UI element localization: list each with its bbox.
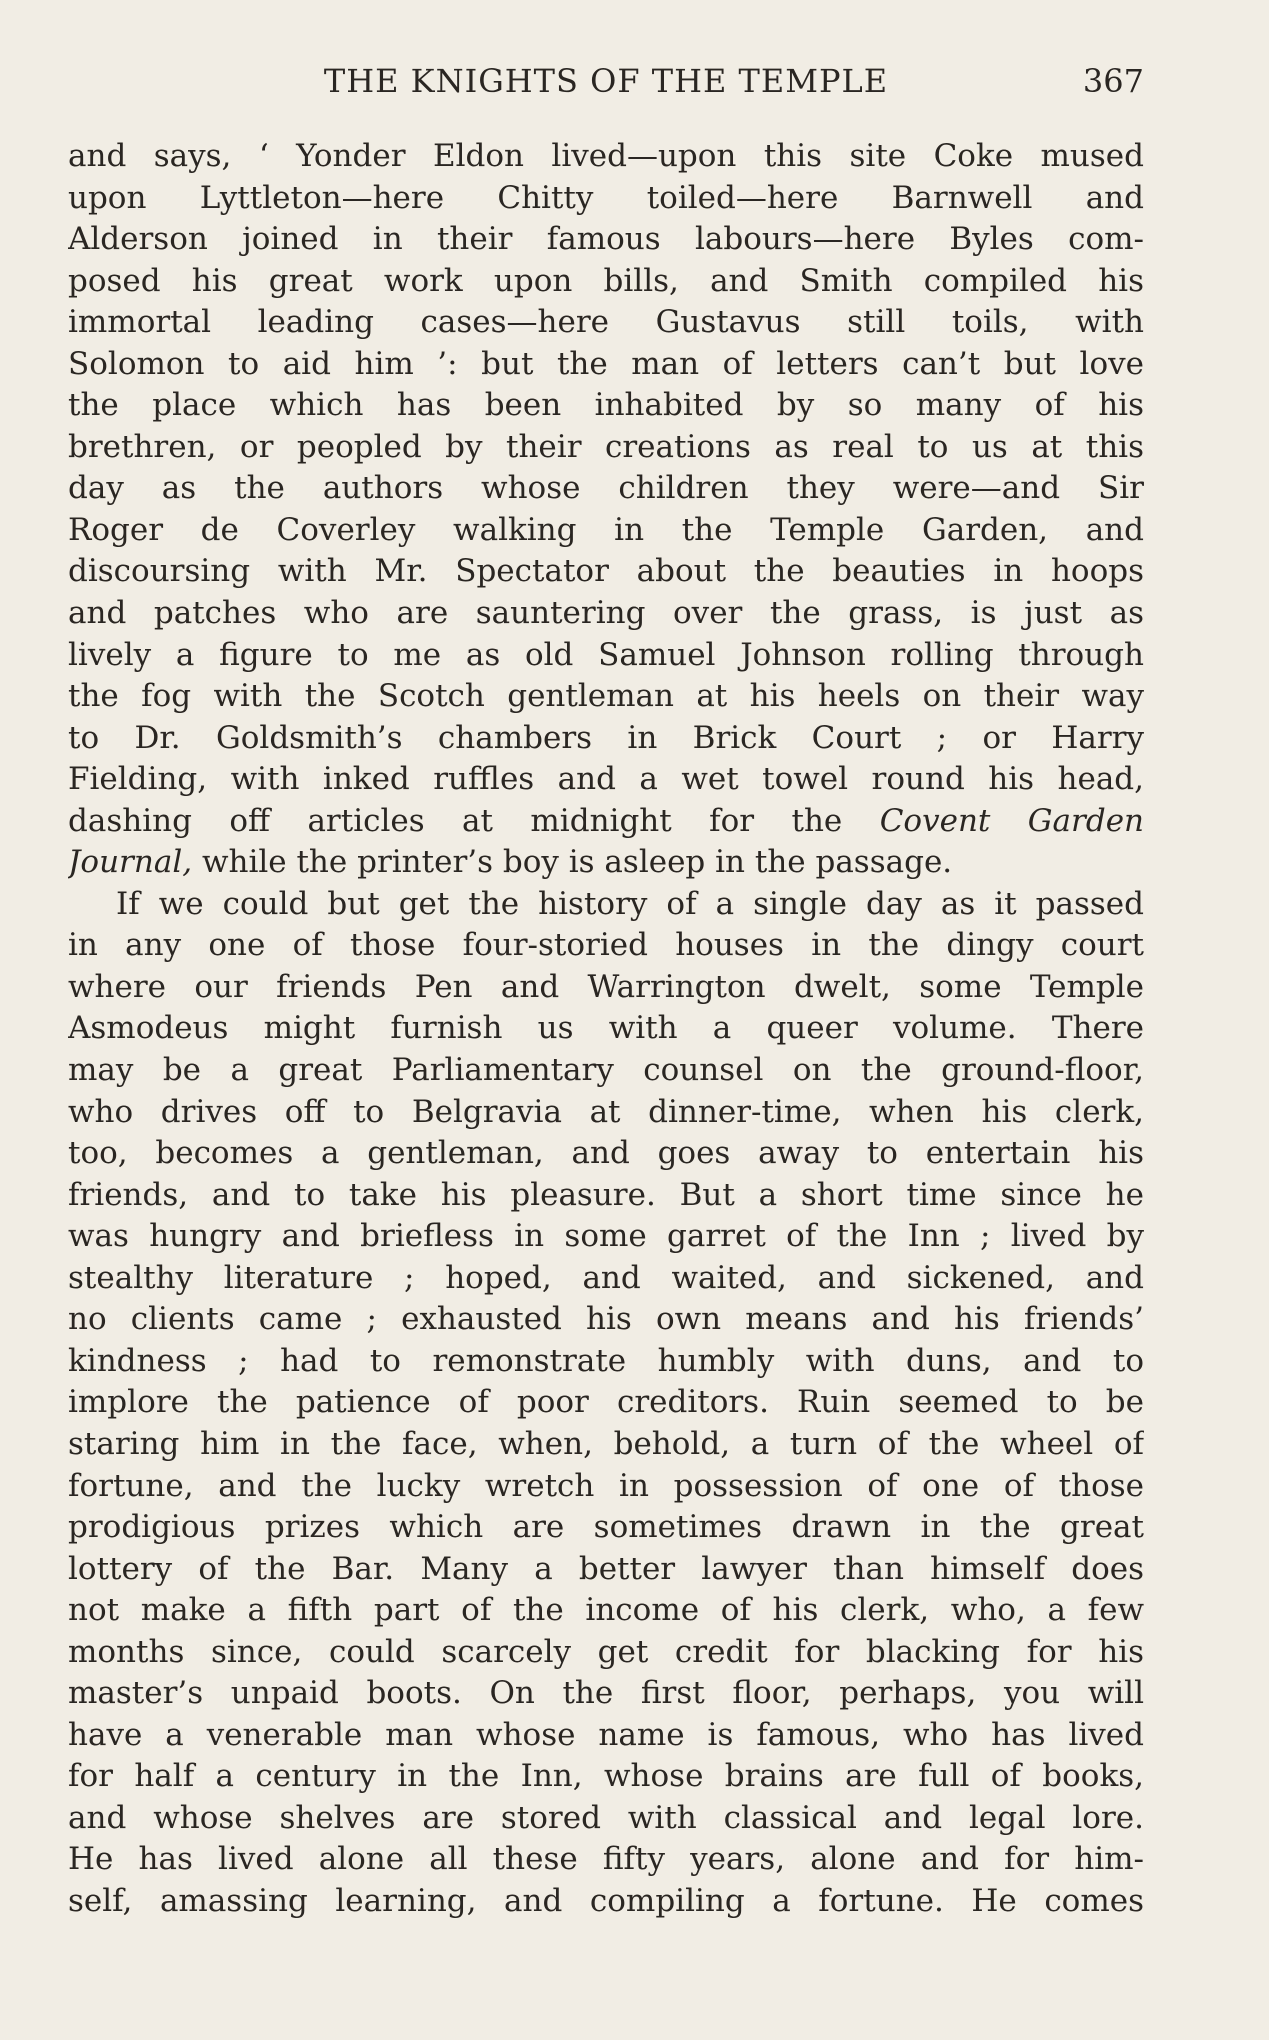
text-line: not make a fifth part of the income of his clerk, who, a few [68, 1592, 1144, 1629]
running-title: THE KNIGHTS OF THE TEMPLE [323, 62, 889, 100]
text-line: and patches who are sauntering over the grass, is just as [68, 595, 1144, 632]
text-line: Fielding, with inked ruffles and a wet towel round his head, [68, 761, 1144, 798]
body-text [68, 136, 1144, 1923]
text-line: stealthy literature ; hoped, and waited, and sickened, and [68, 1259, 1144, 1296]
text-line: master’s unpaid boots. On the first floor, perhaps, you will [68, 1675, 1144, 1712]
text-line: to Dr. Goldsmith’s chambers in Brick Court ; or Harry [68, 719, 1144, 756]
text-line: fortune, and the lucky wretch in possession of one of those [68, 1467, 1144, 1504]
text-line: upon Lyttleton—here Chitty toiled—here Barnwell and [68, 179, 1144, 216]
text-line: lively a figure to me as old Samuel Johnson rolling through [68, 636, 1144, 673]
text-line: where our friends Pen and Warrington dwelt, some Temple [68, 968, 1144, 1005]
text-line: brethren, or peopled by their creations as real to us at this [68, 428, 1144, 465]
page-number: 367 [1082, 62, 1144, 100]
text-line: Alderson joined in their famous labours—here Byles com- [68, 221, 1144, 258]
italic-title: Covent Garden [879, 802, 1144, 839]
text-line: Journal, while the printer’s boy is asleep in the passage. [68, 844, 953, 881]
text-line: He has lived alone all these fifty years, alone and for him- [68, 1841, 1144, 1878]
text-line: may be a great Parliamentary counsel on the ground-floor, [68, 1052, 1144, 1089]
text-line: Solomon to aid him ’: but the man of letters can’t but love [68, 345, 1144, 382]
text-line: posed his great work upon bills, and Smith compiled his [68, 262, 1144, 299]
text-line: prodigious prizes which are sometimes drawn in the great [68, 1509, 1144, 1546]
text-line: Asmodeus might furnish us with a queer volume. There [68, 1010, 1144, 1047]
text-line: kindness ; had to remonstrate humbly with duns, and to [68, 1342, 1144, 1379]
text-line: dashing off articles at midnight for the Covent Garden [68, 802, 1144, 839]
text-line: in any one of those four-storied houses in the dingy court [68, 927, 1144, 964]
text-line: friends, and to take his pleasure. But a short time since he [68, 1176, 1144, 1213]
text-line: have a venerable man whose name is famous, who has lived [68, 1716, 1144, 1753]
text-line: implore the patience of poor creditors. Ruin seemed to be [68, 1384, 1144, 1421]
text-line: discoursing with Mr. Spectator about the beauties in hoops [68, 553, 1144, 590]
italic-title: Journal, [68, 844, 193, 881]
text-line: lottery of the Bar. Many a better lawyer than himself does [68, 1550, 1144, 1587]
text-line: months since, could scarcely get credit for blacking for his [68, 1633, 1144, 1670]
text-line: staring him in the face, when, behold, a turn of the wheel of [68, 1425, 1144, 1462]
text-line: the place which has been inhabited by so many of his [68, 387, 1144, 424]
text-line: the fog with the Scotch gentleman at his heels on their way [68, 678, 1144, 715]
text-line: If we could but get the history of a single day as it passed [116, 885, 1144, 922]
text-line: no clients came ; exhausted his own means and his friends’ [68, 1301, 1144, 1338]
text-line: and says, ‘ Yonder Eldon lived—upon this site Coke mused [68, 138, 1144, 174]
text-line: for half a century in the Inn, whose brains are full of books, [68, 1758, 1144, 1795]
text-line: and whose shelves are stored with classical and legal lore. [68, 1799, 1144, 1836]
text-line: too, becomes a gentleman, and goes away to entertain his [68, 1135, 1144, 1172]
text-line: day as the authors whose children they were—and Sir [68, 470, 1144, 507]
text-line: self, amassing learning, and compiling a fortune. He comes [68, 1882, 1144, 1919]
text-line: Roger de Coverley walking in the Temple Garden, and [68, 511, 1144, 548]
text-line: was hungry and briefless in some garret of the Inn ; lived by [68, 1218, 1144, 1255]
running-head [68, 62, 1144, 106]
text-line: who drives off to Belgravia at dinner-time, when his clerk, [68, 1093, 1144, 1130]
text-line: immortal leading cases—here Gustavus still toils, with [68, 304, 1144, 341]
